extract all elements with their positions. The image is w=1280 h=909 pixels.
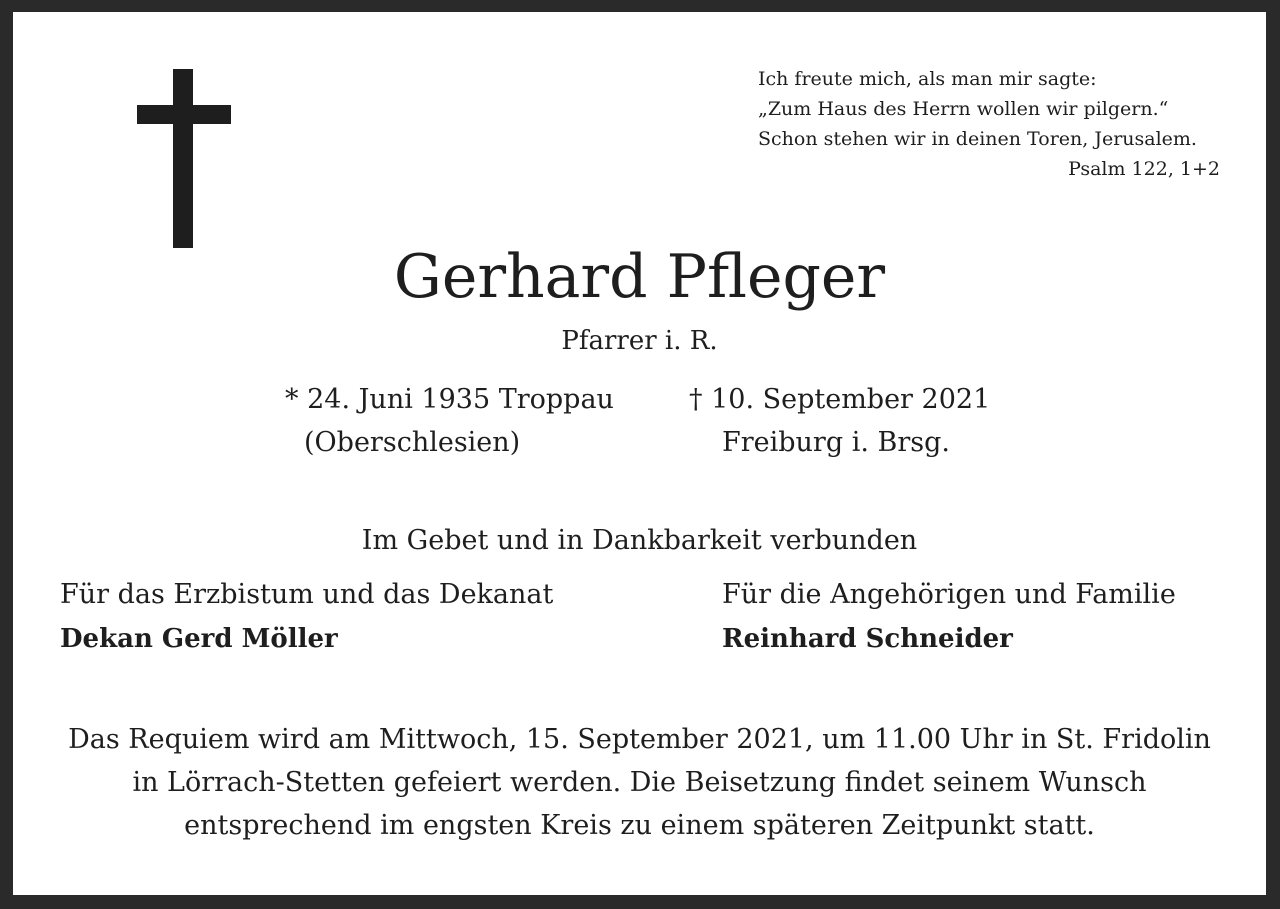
requiem-line: in Lörrach-Stetten gefeiert werden. Die Beisetzung findet seinem Wunsch	[132, 767, 1147, 798]
psalm-quote	[758, 64, 1228, 180]
requiem-line: entsprechend im engsten Kreis zu einem späteren Zeitpunkt statt.	[184, 810, 1095, 841]
deceased-name: Gerhard Pfleger	[393, 242, 886, 312]
signatory-label: Für die Angehörigen und Familie	[722, 579, 1176, 610]
signatory-right	[722, 577, 1176, 657]
deceased-title: Pfarrer i. R.	[561, 326, 718, 356]
psalm-line: Ich freute mich, als man mir sagte:	[758, 68, 1097, 90]
psalm-line: „Zum Haus des Herrn wollen wir pilgern.“	[758, 98, 1169, 120]
prayer-line: Im Gebet und in Dankbarkeit verbunden	[361, 525, 918, 556]
signatory-left	[60, 577, 553, 657]
requiem-notice	[13, 718, 1266, 847]
birth-date: * 24. Juni 1935 Troppau	[285, 384, 614, 415]
birth-place: (Oberschlesien)	[304, 427, 521, 458]
death-date: † 10. September 2021	[689, 384, 991, 415]
signatory-label: Für das Erzbistum und das Dekanat	[60, 579, 554, 610]
signatory-name: Dekan Gerd Möller	[60, 624, 338, 654]
requiem-line: Das Requiem wird am Mittwoch, 15. September 2021, um 11.00 Uhr in St. Fridolin	[68, 724, 1211, 755]
signatory-name: Reinhard Schneider	[722, 624, 1013, 654]
psalm-reference: Psalm 122, 1+2	[1068, 158, 1220, 180]
death-place: Freiburg i. Brsg.	[722, 427, 950, 458]
obituary-notice	[13, 12, 1266, 895]
cross-icon	[137, 69, 231, 248]
psalm-line: Schon stehen wir in deinen Toren, Jerusalem.	[758, 128, 1197, 150]
